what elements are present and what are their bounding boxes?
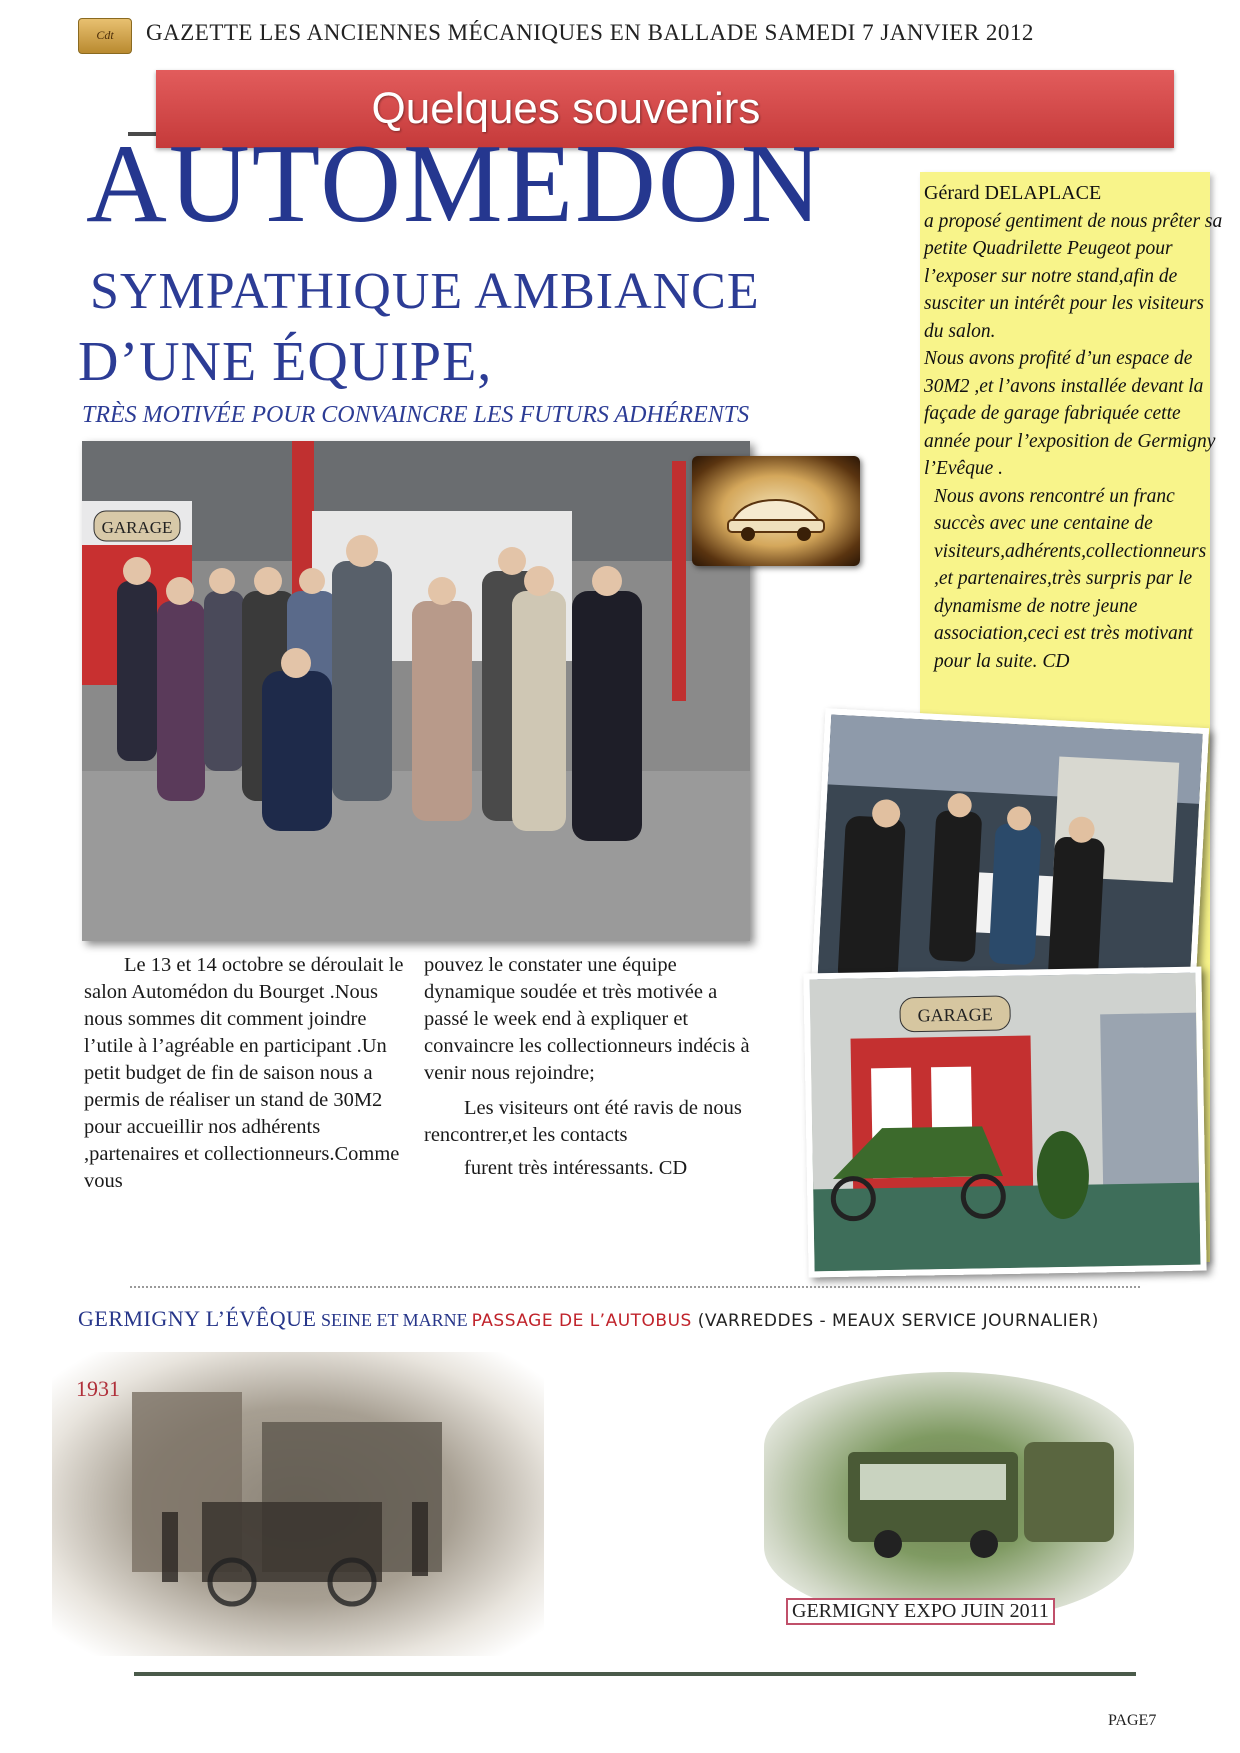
article-subtitle-line1: SYMPATHIQUE AMBIANCE [90,263,760,320]
article-subtitle-line2: D’UNE ÉQUIPE, [78,331,493,393]
quadrilette-illustration [809,973,1200,1272]
quadrilette-photo [803,967,1206,1278]
stand-visitors-illustration [817,714,1203,1001]
article-subtitle-line3: TRÈS MOTIVÉE POUR CONVAINCRE LES FUTURS ADHÉRENTS [82,402,750,428]
group-photo-illustration [82,441,750,941]
garage-sign-text: GARAGE [101,518,173,537]
gazette-header-title: GAZETTE LES ANCIENNES MÉCANIQUES EN BALLADE SAMEDI 7 JANVIER 2012 [146,20,1034,45]
article-column-right [424,952,754,1182]
sidebar-author-name: Gérard DELAPLACE [924,182,1102,204]
expo-caption: GERMIGNY EXPO JUIN 2011 [786,1598,1055,1625]
expo-bus-illustration [764,1372,1134,1622]
sidebar-paragraph: Nous avons rencontré un franc succès avec une centaine de visiteurs,adhérents,collectionneurs ,et partenaires,très surpris par le dynamisme de notre jeune association,ceci est très motivant pour la suite. CD [934,485,1207,672]
club-logo-badge [692,456,860,566]
sidebar-paragraph: Nous avons profité d’un espace de 30M2 ,et l’avons installée devant la façade de garage fabriquée cette année pour l’exposition de Germigny l’Evêque . [924,348,1216,479]
group-photo [82,441,750,941]
article-title: AUTOMEDON [86,122,824,246]
article-signoff: furent très intéressants. CD [464,1157,688,1179]
page-number: PAGE7 [1108,1712,1157,1729]
footer-rule [134,1672,1136,1676]
expo-bus-photo [764,1372,1134,1622]
germigny-service: (VARREDDES - MEAUX SERVICE JOURNALIER) [691,1311,1099,1331]
gazette-logo: Cdt [78,18,132,54]
photo-year-label: 1931 [76,1376,120,1401]
article-paragraph: Le 13 et 14 octobre se déroulait le salon Automédon du Bourget .Nous nous sommes dit comment joindre l’utile à l’agréable en participant .Un petit budget de fin de saison nous a permis de réaliser un stand de 30M2 pour accueillir nos adhérents ,partenaires et collectionneurs.Comme vous [84,954,404,1192]
garage-sign-text: GARAGE [917,1004,993,1026]
article-paragraph: Les visiteurs ont été ravis de nous rencontrer,et les contacts [424,1097,742,1146]
section-separator [130,1286,1140,1288]
sidebar-paragraph: a proposé gentiment de nous prêter sa petite Quadrilette Peugeot pour l’exposer sur notre stand,afin de susciter un intérêt pour les visiteurs du salon. [924,210,1223,342]
sidebar-text [924,180,1224,675]
germigny-heading [78,1306,1099,1332]
banner-text: Quelques souvenirs [371,84,761,133]
article-paragraph: pouvez le constater une équipe dynamique soudée et très motivée a passé le week end à expliquer et convaincre les collectionneurs indécis à venir nous rejoindre; [424,954,750,1084]
historic-bus-illustration [52,1352,544,1656]
vintage-car-icon [692,456,860,566]
article-column-left [84,952,414,1195]
historic-bus-photo [52,1352,544,1656]
germigny-passage: PASSAGE DE L’AUTOBUS [471,1311,692,1331]
stand-visitors-photo [811,708,1209,1008]
germigny-town: GERMIGNY L’ÉVÊQUE [78,1306,317,1331]
germigny-region: SEINE ET MARNE [316,1310,468,1330]
